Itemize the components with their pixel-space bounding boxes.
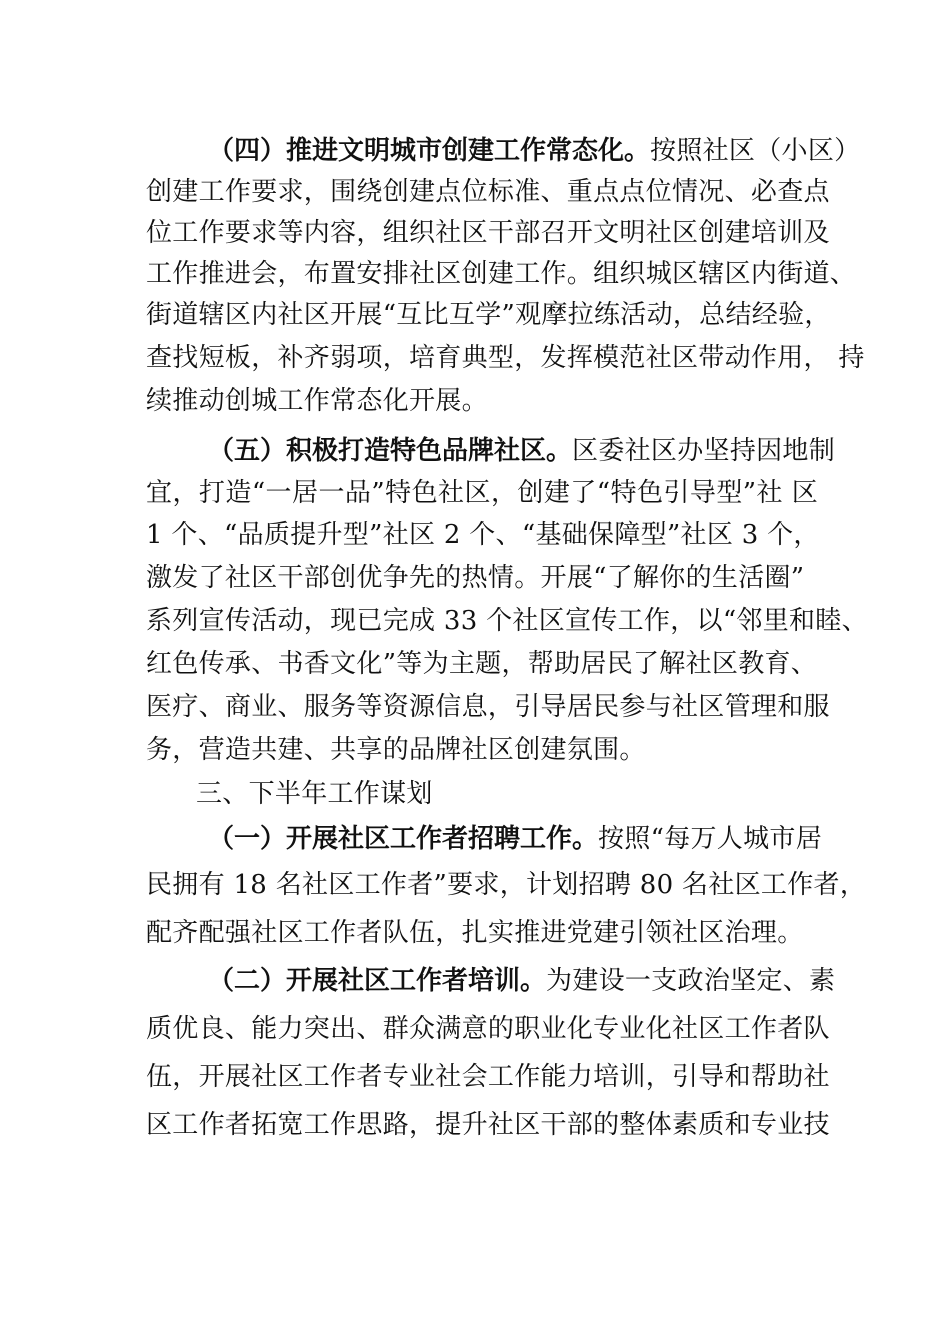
paragraph-line: 创建工作要求，围绕创建点位标准、重点点位情况、必查点	[146, 177, 830, 207]
part-title: 三、下半年工作谋划	[196, 779, 433, 809]
paragraph-line: 务，营造共建、共享的品牌社区创建氛围。	[146, 735, 646, 765]
paragraph-line: 位工作要求等内容，组织社区干部召开文明社区创建培训及	[146, 218, 830, 248]
paragraph-line: 医疗、商业、服务等资源信息，引导居民参与社区管理和服	[146, 692, 830, 722]
paragraph-text: 为建设一支政治坚定、素	[546, 966, 836, 996]
paragraph-line: 伍，开展社区工作者专业社会工作能力培训，引导和帮助社	[146, 1062, 830, 1092]
section-heading: （四）推进文明城市创建工作常态化。	[208, 136, 651, 166]
paragraph-line: 工作推进会，布置安排社区创建工作。组织城区辖区内街道、	[146, 259, 857, 289]
paragraph-line: 街道辖区内社区开展“互比互学”观摩拉练活动，总结经验，	[146, 300, 831, 330]
paragraph-line	[208, 431, 835, 471]
paragraph-text: 按照“每万人城市居	[598, 824, 823, 854]
paragraph-line: 宜，打造“一居一品”特色社区，创建了“特色引导型”社 区	[146, 478, 818, 508]
paragraph-line: 配齐配强社区工作者队伍，扎实推进党建引领社区治理。	[146, 918, 804, 948]
paragraph-line: 激发了社区干部创优争先的热情。开展“了解你的生活圈”	[146, 563, 805, 593]
paragraph-line	[208, 961, 835, 1001]
paragraph-text: 区委社区办坚持因地制	[572, 436, 836, 466]
paragraph-line: 1 个、“品质提升型”社区 2 个、“基础保障型”社区 3 个，	[146, 520, 820, 550]
paragraph-line: 民拥有 18 名社区工作者”要求，计划招聘 80 名社区工作者，	[146, 870, 867, 900]
paragraph-line: 红色传承、书香文化”等为主题，帮助居民了解社区教育、	[146, 649, 818, 679]
paragraph-line	[208, 131, 860, 171]
paragraph-line: 查找短板，补齐弱项，培育典型，发挥模范社区带动作用， 持	[146, 343, 865, 373]
paragraph-text: 按照社区（小区）	[650, 136, 861, 166]
section-heading: （一）开展社区工作者招聘工作。	[208, 824, 599, 854]
paragraph-line: 系列宣传活动，现已完成 33 个社区宣传工作，以“邻里和睦、	[146, 606, 868, 636]
paragraph-line: 续推动创城工作常态化开展。	[146, 386, 488, 416]
paragraph-line: 区工作者拓宽工作思路，提升社区干部的整体素质和专业技	[146, 1110, 830, 1140]
paragraph-line: 质优良、能力突出、群众满意的职业化专业化社区工作者队	[146, 1014, 830, 1044]
section-heading: （二）开展社区工作者培训。	[208, 966, 547, 996]
section-heading: （五）积极打造特色品牌社区。	[208, 436, 573, 466]
paragraph-line	[208, 819, 822, 859]
